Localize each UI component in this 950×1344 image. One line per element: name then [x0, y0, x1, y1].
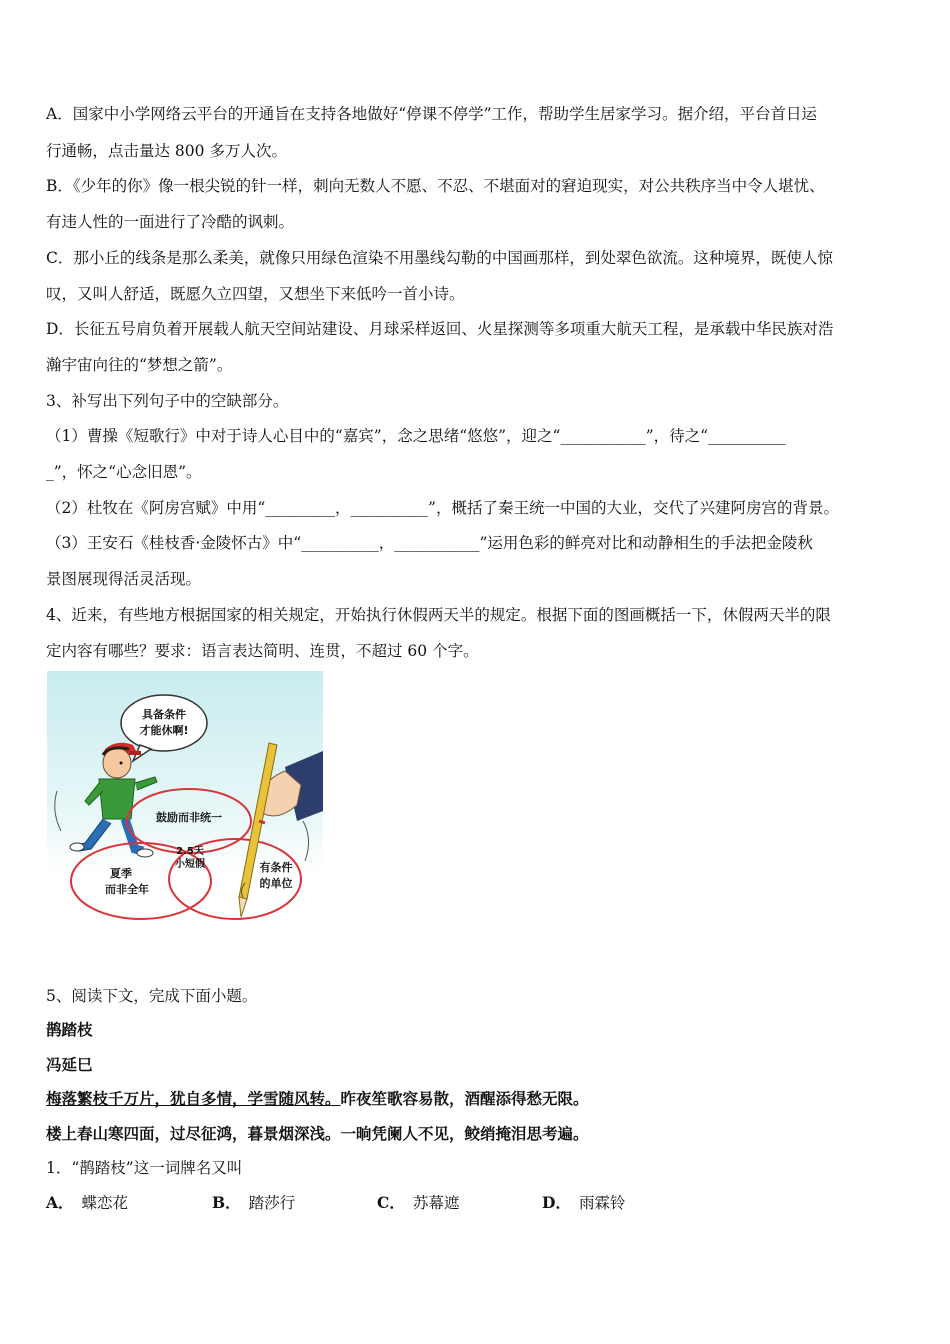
option-c-line2: 叹，又叫人舒适，既愿久立四望，又想坐下来低吟一首小诗。 — [46, 285, 465, 303]
center-label-line2: 小短假 — [175, 859, 205, 870]
answer-options — [46, 1191, 746, 1213]
poem-line-1-rest: 昨夜笙歌容易散，酒醒添得愁无限。 — [340, 1089, 589, 1108]
option-a-line2: 行通畅，点击量达 800 多万人次。 — [46, 142, 287, 160]
poem-author: 冯延巳 — [46, 1055, 93, 1074]
poem-line-1-underlined: 梅落繁枝千万片，犹自多情，学雪随风转。 — [46, 1089, 341, 1108]
circle-right-label-line1: 有条件 — [259, 861, 293, 874]
poem-line-2: 楼上春山寒四面，过尽征鸿，暮景烟深浅。一晌凭阑人不见，鲛绡掩泪思考遍。 — [46, 1124, 589, 1143]
sub-question-1: 1．“鹊踏枝”这一词牌名又叫 — [46, 1159, 243, 1177]
answer-option-a: A． 蝶恋花 — [46, 1193, 129, 1212]
question-3-3-line1: （3）王安石《桂枝香·金陵怀古》中“__________，___________”运用色彩的鲜亮对比和动静相生的手法把金陵秋 — [46, 534, 813, 552]
answer-option-c: C． 苏幕遮 — [377, 1193, 460, 1212]
answer-option-b: B． 踏莎行 — [212, 1193, 296, 1212]
bubble-text-line1: 具备条件 — [142, 708, 186, 721]
question-3-1-line1: （1）曹操《短歌行》中对于诗人心目中的“嘉宾”，念之思绪“悠悠”，迎之“___________”，待之“__________ — [46, 427, 786, 445]
question-3-3-line2: 景图展现得活灵活现。 — [46, 570, 202, 588]
option-c-line1: C．那小丘的线条是那么柔美，就像只用绿色渲染不用墨线勾勒的中国画那样，到处翠色欲流。这种境界，既使人惊 — [46, 249, 833, 267]
option-b-line2: 有违人性的一面进行了冷酷的讽刺。 — [46, 213, 295, 231]
circle-left-label-line1: 夏季 — [110, 867, 132, 880]
question-5-title: 5、阅读下文，完成下面小题。 — [46, 987, 258, 1005]
question-4-line2: 定内容有哪些？要求：语言表达简明、连贯，不超过 60 个字。 — [46, 642, 479, 660]
answer-option-d: D． 雨霖铃 — [542, 1193, 626, 1212]
question-3-1-line2: _”，怀之“心念旧恩”。 — [46, 463, 202, 481]
option-b-line1: B．《少年的你》像一根尖锐的针一样，刺向无数人不愿、不忍、不堪面对的窘迫现实，对公共秩序当中令人堪忧、 — [46, 177, 825, 195]
cartoon-illustration — [47, 671, 323, 929]
bubble-text-line2: 才能休啊! — [139, 724, 189, 737]
poem-title: 鹊踏枝 — [46, 1020, 93, 1039]
option-d-line1: D．长征五号肩负着开展载人航天空间站建设、月球采样返回、火星探测等多项重大航天工程，是承载中华民族对浩 — [46, 320, 834, 338]
circle-top-label: 鼓励而非统一 — [156, 811, 222, 824]
question-3-2: （2）杜牧在《阿房宫赋》中用“_________，__________”，概括了秦王统一中国的大业，交代了兴建阿房宫的背景。 — [46, 499, 839, 517]
question-3-title: 3、补写出下列句子中的空缺部分。 — [46, 392, 289, 410]
pencil-tip — [239, 897, 247, 917]
circle-right-label-line2: 的单位 — [259, 877, 293, 890]
option-d-line2: 瀚宇宙向往的“梦想之箭”。 — [46, 356, 233, 374]
circle-left-label-line2: 而非全年 — [105, 883, 149, 896]
option-a-line1: A．国家中小学网络云平台的开通旨在支持各地做好“停课不停学”工作，帮助学生居家学习。据介绍，平台首日运 — [46, 105, 818, 123]
poem-line-1 — [46, 1089, 589, 1109]
question-4-line1: 4、近来，有些地方根据国家的相关规定，开始执行休假两天半的规定。根据下面的图画概括一下，休假两天半的限 — [46, 606, 831, 624]
center-label-line1: 2.5天 — [176, 846, 204, 857]
